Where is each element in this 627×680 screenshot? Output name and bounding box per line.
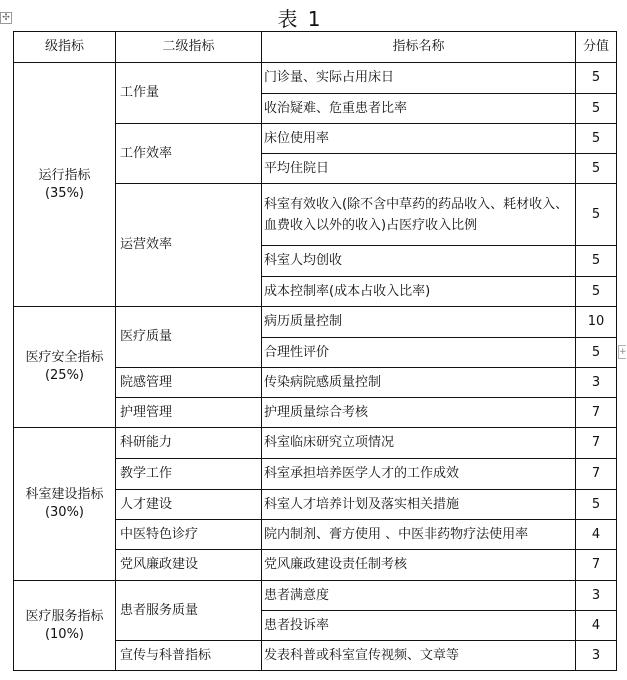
- indicator-name: 科室临床研究立项情况: [262, 428, 576, 459]
- indicator-name: 合理性评价: [262, 338, 576, 368]
- score-cell: 7: [576, 550, 617, 581]
- score-cell: 5: [576, 277, 617, 307]
- header-indicator-name: 指标名称: [262, 32, 576, 63]
- score-cell: 3: [576, 581, 617, 611]
- level2-cell: 党风廉政建设: [116, 550, 262, 581]
- level2-cell: 人才建设: [116, 490, 262, 520]
- score-cell: 3: [576, 368, 617, 398]
- score-cell: 5: [576, 63, 617, 94]
- header-score: 分值: [576, 32, 617, 63]
- indicator-name: 成本控制率(成本占收入比率): [262, 277, 576, 307]
- level1-weight: (35%): [44, 185, 85, 201]
- indicator-name: 传染病院感质量控制: [262, 368, 576, 398]
- indicator-name: 患者投诉率: [262, 611, 576, 641]
- level1-cell: [14, 428, 116, 581]
- indicator-name: 门诊量、实际占用床日: [262, 63, 576, 94]
- level2-cell: 教学工作: [116, 459, 262, 490]
- level2-cell: 院感管理: [116, 368, 262, 398]
- score-cell: 7: [576, 398, 617, 428]
- table-title: 表 1: [277, 7, 323, 31]
- level2-cell: 医疗质量: [116, 307, 262, 368]
- level2-cell: 患者服务质量: [116, 581, 262, 641]
- level2-cell: 工作效率: [116, 124, 262, 184]
- level1-name: 运行指标: [38, 167, 91, 183]
- indicator-name: 发表科普或科室宣传视频、文章等: [262, 641, 576, 671]
- level2-cell: 科研能力: [116, 428, 262, 459]
- indicator-name: 床位使用率: [262, 124, 576, 154]
- score-cell: 5: [576, 490, 617, 520]
- level2-cell: 宣传与科普指标: [116, 641, 262, 671]
- score-cell: 10: [576, 307, 617, 338]
- level1-name: 医疗安全指标: [25, 350, 104, 365]
- level1-name: 医疗服务指标: [25, 608, 104, 624]
- indicator-name: 科室人均创收: [262, 246, 576, 277]
- score-cell: 7: [576, 459, 617, 490]
- header-level1: 级指标: [14, 32, 116, 63]
- indicator-name: 科室承担培养医学人才的工作成效: [262, 459, 576, 490]
- level1-weight: (25%): [44, 368, 85, 383]
- score-cell: 4: [576, 520, 617, 550]
- level1-weight: (10%): [44, 626, 85, 642]
- score-cell: 5: [576, 338, 617, 368]
- indicator-name: 科室有效收入(除不含中草药的药品收入、耗材收入、血费收入以外的收入)占医疗收入比例: [262, 184, 576, 246]
- score-cell: 5: [576, 124, 617, 154]
- level2-cell: 工作量: [116, 63, 262, 124]
- indicator-name: 护理质量综合考核: [262, 398, 576, 428]
- score-cell: 3: [576, 641, 617, 671]
- indicator-name: 院内制剂、膏方使用 、中医非药物疗法使用率: [262, 520, 576, 550]
- score-cell: 4: [576, 611, 617, 641]
- level1-weight: (30%): [44, 505, 85, 520]
- score-cell: 7: [576, 428, 617, 459]
- score-cell: 5: [576, 154, 617, 184]
- table-row: [14, 581, 617, 611]
- indicator-name: 患者满意度: [262, 581, 576, 611]
- table-row: [14, 63, 617, 94]
- level1-cell: [14, 581, 116, 671]
- level2-cell: 运营效率: [116, 184, 262, 307]
- table-row: [14, 428, 617, 459]
- indicator-name: 病历质量控制: [262, 307, 576, 338]
- indicator-name: 收治疑难、危重患者比率: [262, 94, 576, 124]
- table-row: [14, 307, 617, 338]
- table-header-row: [14, 32, 617, 63]
- indicator-name: 平均住院日: [262, 154, 576, 184]
- score-cell: 5: [576, 184, 617, 246]
- indicator-table: [13, 31, 617, 671]
- level1-name: 科室建设指标: [25, 487, 104, 502]
- table-add-row-icon[interactable]: +: [619, 347, 627, 357]
- score-cell: 5: [576, 246, 617, 277]
- level2-cell: 护理管理: [116, 398, 262, 428]
- level1-cell: [14, 63, 116, 307]
- header-level2: 二级指标: [116, 32, 262, 63]
- indicator-name: 科室人才培养计划及落实相关措施: [262, 490, 576, 520]
- level1-cell: [14, 307, 116, 428]
- indicator-name: 党风廉政建设责任制考核: [262, 550, 576, 581]
- level2-cell: 中医特色诊疗: [116, 520, 262, 550]
- table-move-handle-icon[interactable]: ✣: [0, 12, 12, 24]
- score-cell: 5: [576, 94, 617, 124]
